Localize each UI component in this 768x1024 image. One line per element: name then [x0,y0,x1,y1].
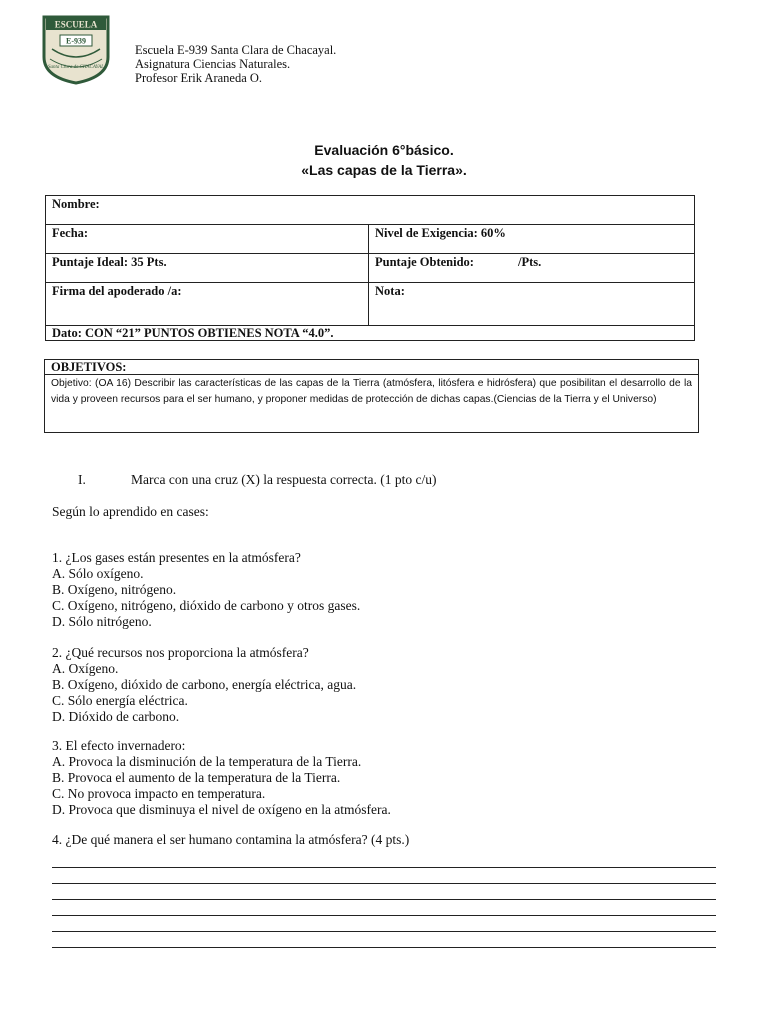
title-line-2: «Las capas de la Tierra». [301,162,467,178]
option-d[interactable]: D. Sólo nitrógeno. [52,614,152,629]
option-d[interactable]: D. Provoca que disminuya el nivel de oxígeno en la atmósfera. [52,802,391,817]
option-b[interactable]: B. Oxígeno, dióxido de carbono, energía eléctrica, agua. [52,677,357,692]
student-info-table [45,195,695,341]
answer-line[interactable] [52,852,716,868]
question-2 [52,645,356,725]
subject-name: Asignatura Ciencias Naturales. [135,57,291,71]
question-1 [52,550,360,630]
option-b[interactable]: B. Oxígeno, nitrógeno. [52,582,177,597]
obtained-score-suffix: /Pts. [517,255,542,269]
question-prompt: 3. El efecto invernadero: [52,738,186,753]
logo-name-text: Santa Clara de CHACAYAL [48,65,104,70]
requirement-label: Nivel de Exigencia: 60% [375,226,506,240]
option-b[interactable]: B. Provoca el aumento de la temperatura de la Tierra. [52,770,341,785]
question-4 [52,832,409,848]
teacher-name: Profesor Erik Araneda O. [135,71,263,85]
grade-cell[interactable] [369,283,695,326]
logo-code-text: E-939 [66,36,86,46]
question-3 [52,738,391,818]
option-a[interactable]: A. Oxígeno. [52,661,119,676]
section-number: I. [78,472,86,487]
section-heading [78,472,436,488]
answer-line[interactable] [52,916,716,932]
option-a[interactable]: A. Sólo oxígeno. [52,566,144,581]
question-prompt: 1. ¿Los gases están presentes en la atmósfera? [52,550,301,565]
ideal-score-cell [46,254,369,283]
requirement-cell [369,225,695,254]
data-note: Dato: CON “21” PUNTOS OBTIENES NOTA “4.0”. [52,326,334,340]
objectives-text: Objetivo: (OA 16) Describir las características de las capas de la Tierra (atmósfera, litósfera e hidrósfera) que posibilitan el desarrollo de la vida y proveen recursos para el ser humano, y proponer medidas de protección de dichas capas.(Ciencias de la Tierra y el Universo) [51,378,692,405]
objectives-title: OBJETIVOS: [45,360,698,375]
option-c[interactable]: C. Oxígeno, nitrógeno, dióxido de carbono y otros gases. [52,598,361,613]
name-cell[interactable] [46,196,695,225]
page-title [0,140,768,180]
answer-line[interactable] [52,932,716,948]
answer-line[interactable] [52,900,716,916]
obtained-score-label: Puntaje Obtenido: [375,255,474,269]
section-instruction: Marca con una cruz (X) la respuesta correcta. (1 pto c/u) [131,472,437,487]
grade-label: Nota: [375,284,405,298]
school-name: Escuela E-939 Santa Clara de Chacayal. [135,43,337,57]
title-line-1: Evaluación 6°básico. [314,142,454,158]
ideal-score-label: Puntaje Ideal: 35 Pts. [52,255,167,269]
option-a[interactable]: A. Provoca la disminución de la temperatura de la Tierra. [52,754,362,769]
date-cell[interactable] [46,225,369,254]
option-c[interactable]: C. No provoca impacto en temperatura. [52,786,266,801]
answer-area[interactable] [52,852,716,948]
name-label: Nombre: [52,197,100,211]
signature-label: Firma del apoderado /a: [52,284,182,298]
signature-cell[interactable] [46,283,369,326]
question-prompt: 2. ¿Qué recursos nos proporciona la atmósfera? [52,645,309,660]
answer-line[interactable] [52,868,716,884]
school-logo [42,15,110,85]
intro-text: Según lo aprendido en cases: [52,504,209,519]
objectives-box [44,359,699,433]
date-label: Fecha: [52,226,89,240]
data-note-cell [46,326,695,341]
answer-line[interactable] [52,884,716,900]
option-c[interactable]: C. Sólo energía eléctrica. [52,693,188,708]
school-header [135,43,336,85]
option-d[interactable]: D. Dióxido de carbono. [52,709,180,724]
obtained-score-cell[interactable] [369,254,695,283]
logo-top-text: ESCUELA [54,19,98,30]
question-prompt: 4. ¿De qué manera el ser humano contamina la atmósfera? (4 pts.) [52,832,410,847]
